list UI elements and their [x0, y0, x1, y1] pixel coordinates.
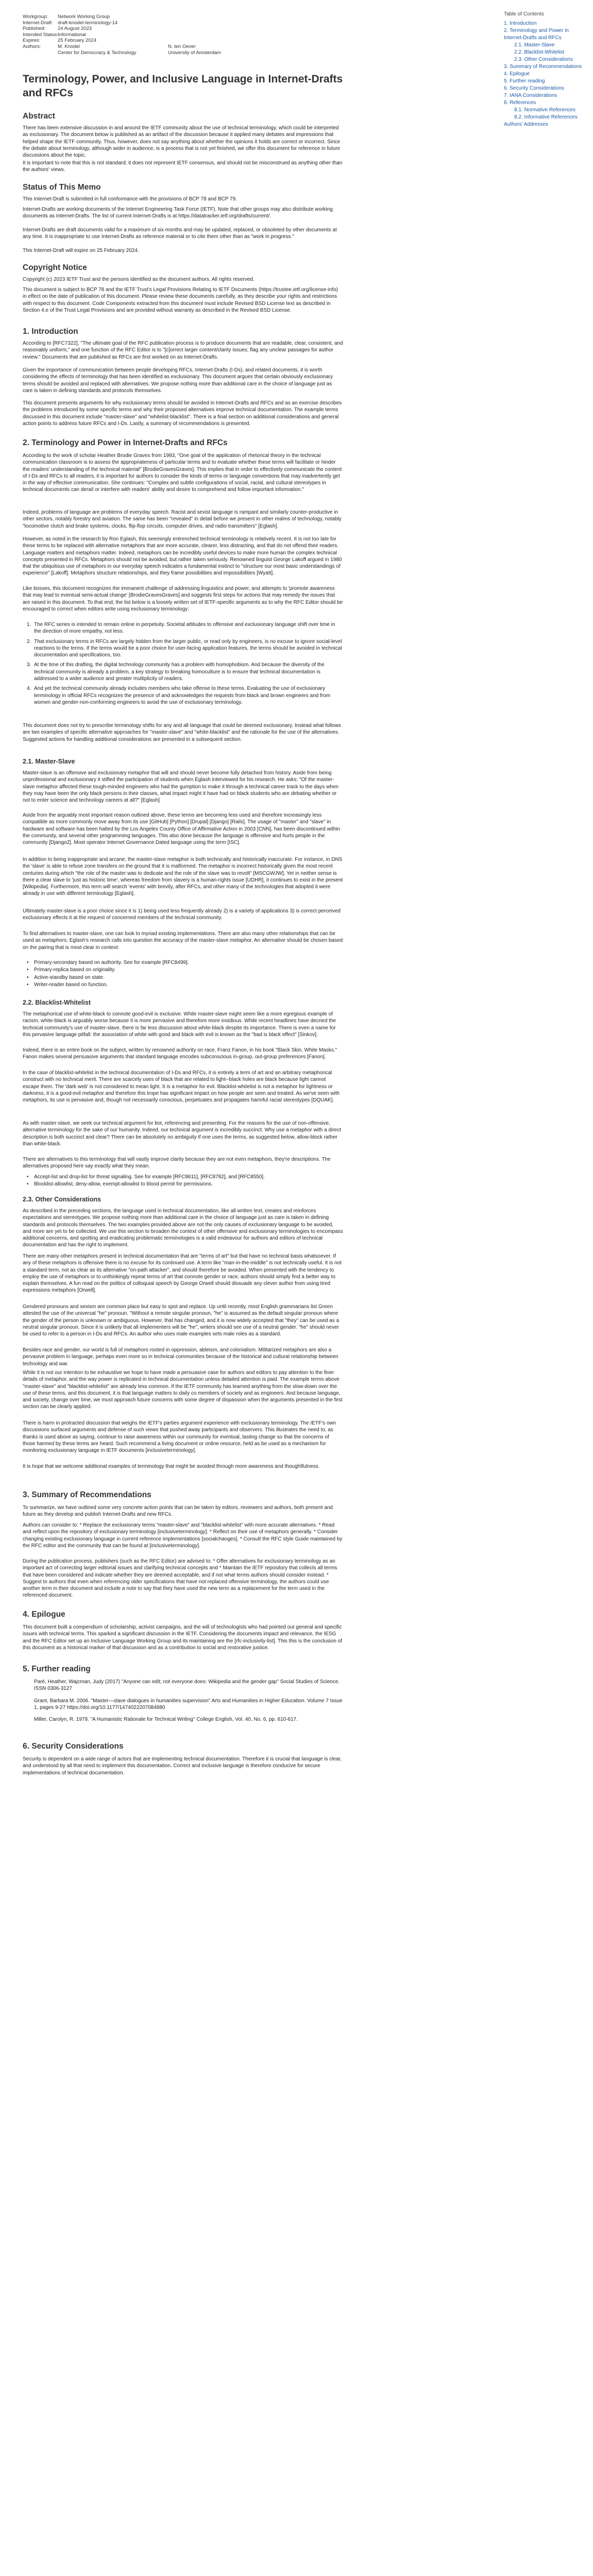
metadata-value: Network Working Group: [58, 14, 110, 20]
list-item-text: Primary-secondary based on authority. See for example [RFC8499].: [34, 960, 189, 965]
power-paragraph: Like bosses, this document recognizes the immanent challenge of addressing linguistics and power, and attempts to 'promote awareness that may lead to eventual semi-actual change' [BrodieGravesGraves] and suggests first steps for actions that may remedy the issues that are raised in this document. To that end, the list below is a loosely written set of IETF-specific arguments as to why the RFC Editor should be encouraged to correct when editors write using exclusionary terminology:: [23, 586, 343, 612]
list-item-text: Blocklist-allowlist, deny-allow, exempt-allowlist to blood permit for permissions.: [34, 1181, 213, 1188]
status-paragraph: This Internet-Draft is submitted in full conformance with the provisions of BCP 78 and BCP 79.: [23, 196, 237, 202]
list-item: [23, 967, 343, 973]
list-item: [23, 1174, 343, 1180]
blacklist-paragraph: There are alternatives to this terminology that will vastly improve clarity because they are not even metaphors, they're descriptions. The alternatives proposed here say exactly what they mean.: [23, 1157, 331, 1170]
toc-label: IANA Considerations: [510, 93, 557, 98]
power-argument-list: [23, 621, 343, 709]
toc-number: 6.: [504, 86, 510, 91]
metadata-key: Expires:: [23, 38, 41, 44]
list-item: [23, 981, 343, 988]
list-item-text: Accept-list and drop-list for threat signaling. See for example [RFC8611], [RFC8782], and [RFC8550].: [34, 1174, 265, 1180]
toc-link[interactable]: [504, 63, 586, 71]
toc-number: 2.3.: [514, 57, 524, 62]
toc-label: Informative References: [524, 114, 578, 120]
abstract-paragraph: There has been extensive discussion in and around the IETF community about the use of technical terminology, which could be interpreted as exclusionary. The document below is published as an artifact of the discussion because it applied many debates and impressions that helped shape the IETF community. Thus, however, does not say anything about whether the opinions it holds are correct or incorrect. Since the debate about terminology, although wider in audience, is a process that is not yet finished, we offer this document for reference in future discussions about the topic.: [23, 125, 341, 159]
table-of-contents: [504, 11, 586, 128]
toc-link[interactable]: [504, 121, 586, 128]
intro-paragraph: Given the importance of communication between people developing RFCs, Internet-Drafts (I-Ds), and related documents, it is worth considering the effects of terminology that has been identified as exclusionary. This document argues that certain obviously exclusionary terms should be avoided and replaced with alternatives. We propose nothing more than additional care in the choice of language just as care is taken in defining standards and protocols themselves.: [23, 367, 333, 394]
list-item: [23, 1698, 343, 1711]
list-item: [23, 1716, 343, 1723]
list-item-text: Miller, Carolyn, R. 1979. "A Humanistic Rationale for Technical Writing" College English, Vol. 40, No. 6, pp. 610-617.: [34, 1717, 298, 1723]
other-paragraph: Gendered pronouns and sexism are common place but easy to spot and replace. Up until recently, most English grammarians list Green attested the use of the universal "he" pronoun. "Without a remote singular pronoun, "he" is assumed as the default singular pronoun where the gender of the person is unknown or ambiguous. However, that has changed, and it is now widely accepted that "they" can be used as a neutral singular pronoun. Since it is unlikely that all implementers will be "he"; writers should see use of a neutral gender. "he" should never be used to refer to a person in I-Ds and RFCs. An author who uses male examples sets male roles as a standard.: [23, 1304, 340, 1337]
list-item-text: Writer-reader based on function.: [34, 981, 108, 988]
list-item-text: The RFC series is intended to remain online in perpetuity. Societal attitudes to offensive and exclusionary language shift over time in the direction of more empathy, not less.: [34, 622, 335, 635]
blacklist-paragraph: In the case of blacklist-whitelist in the technical documentation of I-Ds and RFCs, it is entirely a term of art and an arbitrary metaphorical construct with no technical merit. There are scarcely uses of black that are related to light--black holes are black because light cannot escape them. The 'dark web' is not considered to mean light. It is a metaphor for evil. Blacklist-whitelist is not a metaphor for lightness or darkness, it is a good-evil metaphor and therefore this trope has significant impact on how people are seen and treated. As we've seen with metaphors, its use is pervasive and, though not necessarily conscious, perpetuates and propagates harmful racial stereotypes [DQUAK].: [23, 1070, 340, 1104]
metadata-row: [23, 32, 343, 38]
list-item: [23, 662, 343, 682]
list-number: 3.: [27, 662, 31, 668]
power-paragraph: Indeed, problems of language are problems of everyday speech. Racist and sexist language is rampant and similarly counter-productive in other sectors, notably forestry and aviation. The same has been "revealed" in detail before we present in other realms of technology, notably "locomotive clutch and brake systems, clocks, flip-flop circuits, computer drives, and radio transmitters" [Eglash].: [23, 510, 342, 529]
metadata-key: Internet-Draft:: [23, 20, 53, 26]
copyright-paragraph: Copyright (c) 2023 IETF Trust and the persons identified as the document authors. All rights reserved.: [23, 277, 255, 282]
toc-label: Security Considerations: [510, 86, 564, 91]
toc-link[interactable]: [504, 71, 586, 78]
toc-label: Summary of Recommendations: [510, 64, 582, 70]
intro-paragraph: According to [RFC7322], "The ultimate goal of the RFC publication process is to produce documents that are readable, clear, consistent, and reasonably uniform," and one function of the RFC Editor is to "[c]orrect larger content/clarity issues; flag any unclear passages for author review." Documents that are published as RFCs are first worked on as Internet-Drafts.: [23, 341, 343, 360]
list-number: 4.: [27, 686, 31, 692]
section-heading-security: 6. Security Considerations: [23, 1742, 124, 1751]
toc-link[interactable]: [504, 49, 586, 56]
status-heading: Status of This Memo: [23, 183, 101, 192]
toc-link[interactable]: [504, 78, 586, 85]
list-item: [23, 959, 343, 966]
toc-label: Normative References: [524, 107, 575, 113]
toc-label: Authors' Addresses: [504, 122, 548, 127]
summary-paragraph: Authors can consider to: * Replace the exclusionary terms "master-slave" and "blacklist-whitelist" with more accurate alternatives. * Read and reflect upon the repository of exclusionary terminology [inclusiveterminology]. * Reflect on their use of metaphors generally. * Consider changing existing exclusionary language in current reference implementations [socialchanges]. * Consult the RFC style Guide maintained by the RFC editor and the community that can be found at [inclusiveterminology].: [23, 1522, 343, 1549]
toc-number: 8.2.: [514, 114, 524, 120]
epilogue-paragraph: This document built a compendium of scholarship, activist campaigns, and the will of technologists who had pointed out general and specific issues with technical terms. This sparked a significant discussion in the IETF. Considering the documents impact and relevance, the IESG and the RFC Editor set up an Inclusive Language Working Group and its maintaining are the [rfc-inclusivity-list]. This this is the conclusion of this document as a historical marker of that discussion and as a contribution to social and restorative justice.: [23, 1624, 342, 1651]
toc-number: 7.: [504, 93, 510, 98]
toc-link[interactable]: [504, 85, 586, 92]
toc-label: Other Considerations: [524, 57, 573, 62]
other-paragraph: As described in the preceding sections, the language used in technical documentation, like all written text, creates and reinforces expectations and stereotypes. We propose nothing more than additional care in the choice of language just as care is taken in defining standards and protocols themselves. The two examples provided above are not the only causes of exclusionary language to be avoided, and more are yet to be collected. We use this section to broaden the context of other offensive and exclusionary terminologies to encompass additional concerns, and spotting and eradicating problematic terminologies is a valid endeavour for authors and editors of technical documentation and has the right to implement.: [23, 1208, 343, 1248]
copyright-heading: Copyright Notice: [23, 263, 87, 272]
toc-label: References: [510, 100, 536, 106]
toc-link[interactable]: [504, 99, 586, 107]
section-heading-summary: 3. Summary of Recommendations: [23, 1490, 151, 1499]
power-paragraph: However, as noted in the research by Ron Eglash, this seemingly entrenched technical terminology is relatively recent. It is not too late for these terms to be replaced with alternative metaphors that are more accurate, clearer, less distracting, and that do not offend their readers. Language matters and metaphors matter. Indeed, metaphors can be incredibly useful devices to make more human the complex technical concepts presented in RFCs. Metaphors should not be avoided, but rather taken seriously. Renowned linguist George Lakoff argued in 1980 that the ubiquitous use of metaphors in our everyday speech indicates a fundamental instinct to "structure our most basic understandings of experience" [Lakoff]. Metaphors structure relationships, and they frame possibilities and impossibilities [Wyatt].: [23, 536, 342, 577]
metadata-row: [23, 20, 343, 26]
metadata-key: Authors:: [23, 43, 41, 49]
blacklist-paragraph: Indeed, there is an entire book on the subject, written by renowned authority on race, Franz Fanon, in his book "Black Skin, White Masks." Fanon makes several persuasive arguments that standard language encodes subconscious in-group, out-group preferences [Fanon].: [23, 1047, 337, 1060]
section-heading-terminology-power: 2. Terminology and Power in Internet-Drafts and RFCs: [23, 438, 228, 447]
intro-paragraph: This document presents arguments for why exclusionary terms should be avoided in Internet-Drafts and RFCs and as an exercise describes the problems introduced by some specific terms and why their proposed alternatives improve technical documentation. The example terms discussed in this document include "master-slave" and "whitelist-blacklist". There is a final section on additional considerations and general action points to address future RFCs and I-Ds. Lastly, a summary of recommendations is presented.: [23, 400, 342, 427]
metadata-key: Intended Status:: [23, 31, 59, 38]
metadata-row: [23, 44, 343, 50]
list-item: [23, 974, 343, 981]
master-paragraph: To find alternatives to master-slave, one can look to myriad existing implementations. There are also many other relationships that can be used as metaphors; Eglash's research calls into question the accuracy of the master-slave metaphor. An alternative should be chosen based on the pairing that is most clear in context:: [23, 931, 343, 951]
other-paragraph: While it is not our intention to be exhaustive we hope to have made a persuasive case for authors and editors to pay attention to the finer details of metaphor, and the way power is replicated in technical documentation unless detailed attention is paid. The example terms above "master-slave" and "blacklist-whitelist" are already less common. If the IETF community has learned anything from the slow-down over the use of these terms, and this document, it is that language matters to daily co members of society and as engineers. And because language, and society, change over time, we must approach future concerns with some degree of dispassion when the arguments presented in the first section can be clearly applied.: [23, 1370, 343, 1410]
list-number: 2.: [27, 638, 31, 645]
metadata-key: Workgroup:: [23, 14, 48, 20]
toc-number: 2.2.: [514, 49, 524, 55]
toc-label: Blacklist-Whitelist: [524, 49, 565, 55]
toc-number: 2.1.: [514, 42, 524, 48]
toc-title: Table of Contents: [504, 11, 544, 17]
bullet-icon: •: [27, 974, 29, 980]
master-paragraph: In addition to being inappropriate and arcane, the master-slave metaphor is both technically and historically inaccurate. For instance, in DNS the 'slave' is able to refuse zone transfers on the ground that it is malformed. The metaphor is incorrect historically given the most recent centuries during which "the role of the master was to dedicate and the role of the slave was to revolt" [MSCGWJW]. Yet in neither sense is there a clear slave to 'just as historic time', whereas freedom from slavery is a human-rights issue [UDHR], it continues to exist in the present [Wikipedia]. Furthermore, this term will search 'events' with brevity, after RFCs, and other many of the technologies that adopted it were already in use with different terminology [Eglash].: [23, 857, 343, 897]
toc-link[interactable]: [504, 107, 586, 114]
subsection-heading-master-slave: 2.1. Master-Slave: [23, 758, 75, 765]
metadata-value: 25 February 2024: [58, 38, 96, 44]
metadata-value: 24 August 2023: [58, 26, 92, 32]
document-metadata: [23, 14, 343, 56]
toc-link[interactable]: [504, 92, 586, 99]
list-item-text: Grant, Barbara M. 2006. "Master—slave dialogues in humanities supervision" Arts and Humanities in Higher Education. Volume 7 Issue 1, pages 9-27 https://doi.org/10.1177/1474022207084880: [34, 1698, 343, 1710]
toc-link[interactable]: [504, 27, 586, 42]
toc-number: 5.: [504, 78, 510, 84]
abstract-paragraph: It is important to note that this is not standard; it does not represent IETF consensus, and should not be misconstrued as anything other than the authors' views.: [23, 160, 343, 173]
toc-label: Master-Slave: [524, 42, 555, 48]
metadata-row: [23, 14, 343, 20]
section-heading-further-reading: 5. Further reading: [23, 1665, 91, 1673]
toc-number: 3.: [504, 64, 510, 70]
list-item: [23, 621, 343, 635]
blacklist-paragraph: As with master-slave, we seek our technical argument for bot, referencing and presenting. For the reasons for the use of non-offensive, alternative terminology for the sake of our humanity. Indeed, our technical argument is incredibly succinct: Why use a metaphor with a direct description is both succinct and clear? There can be absolutely no ambiguity if one uses the terms, as suggested below, allow-block rather than white-black.: [23, 1121, 341, 1147]
other-paragraph: There are many other metaphors present in technical documentation that are "terms of art" but that have no technical basis whatsoever. If any of these metaphors is offensive there is no excuse for its continued use. A term like "man-in-the-middle" is not technically useful. It is not a standard term, not as clear as its alternative "on-path attacker", and should therefore be avoided. When presented with the tendency to employ the use of metaphors or to unthinkingly repeat terms of art that connote gender or race, authors should simply find a better way to explain themselves. A fun read on the politics of colloquial speech by George Orwell should dissuade any clever author from using tired expressions metaphors [Orwell].: [23, 1253, 342, 1294]
toc-number: 2.: [504, 28, 510, 33]
metadata-key: Published:: [23, 26, 46, 32]
bullet-icon: •: [27, 960, 29, 965]
toc-label: Further reading: [510, 78, 545, 84]
section-heading-introduction: 1. Introduction: [23, 327, 78, 336]
status-paragraph: Internet-Drafts are working documents of the Internet Engineering Task Force (IETF). Note that other groups may also distribute working documents as Internet-Drafts. The list of current Internet-Drafts is at https://datatracker.ietf.org/drafts/current/.: [23, 207, 333, 219]
further-reading-list: [23, 1679, 343, 1728]
list-item-text: At the time of this drafting, the digital technology community has a problem with homophobism. And because the diversity of the technical community is already a problem, a key strategy to breaking homoculture is to ensure that technical documentation is addressed to a wider audience and greater multiplicity of readers.: [34, 662, 325, 682]
metadata-row: [23, 50, 343, 56]
status-paragraph: This Internet-Draft will expire on 25 February 2024.: [23, 248, 139, 253]
list-item-text: And yet the technical community already includes members who take offense to these terms. Evaluating the use of exclusionary terminology in official RFCs recognizes the presence of and acknowledges the requests from black and brown engineers and from women and gender-non-conforming engineers to avoid the use of exclusionary terminology.: [34, 686, 331, 705]
metadata-row: [23, 38, 343, 44]
master-alternatives-list: [23, 959, 343, 989]
toc-link[interactable]: [504, 42, 586, 49]
copyright-paragraph: This document is subject to BCP 78 and the IETF Trust's Legal Provisions Relating to IETF Documents (https://trustee.ietf.org/license-info) in effect on the date of publication of this document. Please review these documents carefully, as they describe your rights and restrictions with respect to this document. Code Components extracted from this document must include Revised BSD License text as described in Section 4.e of the Trust Legal Provisions and are provided without warranty as described in the Revised BSD License.: [23, 287, 338, 313]
toc-link[interactable]: [504, 114, 586, 121]
bullet-icon: •: [27, 967, 29, 973]
metadata-value: draft-knodel-terminology-14: [58, 20, 118, 26]
subsection-heading-blacklist-whitelist: 2.2. Blacklist-Whitelist: [23, 999, 91, 1006]
power-paragraph: This document does not try to prescribe terminology shifts for any and all language that could be deemed exclusionary. Instead what follows are two examples of specific alternative approaches for "master-slave" and "white-blacklist" and the rationale for the use of the alternatives. Suggested actions for handling additional considerations are presented in a subsequent section.: [23, 723, 341, 742]
toc-label: Terminology and Power in Internet-Drafts and RFCs: [504, 28, 569, 41]
list-item: [23, 1679, 343, 1692]
metadata-value-secondary: N. ten Oever: [168, 43, 196, 49]
document-title: Terminology, Power, and Inclusive Language in Internet-Drafts and RFCs: [23, 73, 343, 99]
toc-label: Epilogue: [510, 71, 530, 77]
list-item-text: Paré, Heather, Wajcman, Judy (2017) "Anyone can edit; not everyone does: Wikipedia and the gender gap" Social Studies of Science. ISSN 0306-3127: [34, 1679, 340, 1692]
metadata-value: M. Knodel: [58, 43, 80, 49]
summary-paragraph: During the publication process, publishers (such as the RFC Editor) are advised to: * Offer alternatives for exclusionary terminology as an important act of correcting larger editorial issues and clarifying technical concepts and * Maintain the IETF repository that collects all terms that have been considered and indicate whether they are deemed acceptable, and if not what terms authors should consider instead. * Suggest to authors that even when referencing older specifications that have not replaced offensive terminology, the authors could use another term in their document and include a note to say that they have used the new term as a replacement for the term used in the referenced document.: [23, 1558, 337, 1599]
bullet-icon: •: [27, 1174, 29, 1180]
blacklist-paragraph: The metaphorical use of white-black to connote good-evil is exclusive. While master-slave might seem like a more egregious example of racism, white-black is arguably worse because it is more pervasive and therefore more insidious. While recent headlines have decried the technical community's use of master-slave, there is far less discussion about white-black despite its importance. There is even a name for this pervasive language pitfall: the association of white with good and black with evil is known as the "bad is black effect" [Sinkov].: [23, 1011, 336, 1038]
section-heading-epilogue: 4. Epilogue: [23, 1610, 65, 1619]
master-paragraph: Ultimately master-slave is a poor choice since it is 1) being used less frequently already 2) is a variety of applications 3) is correct perceived exclusionary effects it at the request of concerned members of the technical community.: [23, 908, 341, 921]
other-paragraph: There is harm in protracted discussion that weighs the IETF's parties argument experience with exclusionary terminology. The IETF's own discussions surfaced arguments and defense of such views that pushed away participants and observers. This illustrates the need to, as thanks is used above as saying, continue to raise awareness within our community for eventual, lasting change so that the concerns of those harmed by these terms are heard. Such recommend a living document or online resource, held as be used as a mechanism for monitoring exclusionary language in IETF documents [inclusiveterminology].: [23, 1420, 336, 1454]
bullet-icon: •: [27, 1181, 29, 1188]
toc-number: 8.1.: [514, 107, 524, 113]
list-item-text: That exclusionary terms in RFCs are largely hidden from the larger public, or read only by engineers, is no excuse to ignore social-level reactions to the terms. If the terms would be a poor choice for user-facing application features, the terms should be avoided in technical documentation and specifications, too.: [34, 638, 342, 658]
list-item: [23, 1181, 343, 1188]
toc-number: 1.: [504, 21, 510, 26]
metadata-row: [23, 26, 343, 32]
metadata-value-secondary: University of Amsterdam: [168, 49, 221, 56]
master-paragraph: Aside from the arguably most important reason outlined above, these terms are becoming less used and therefore increasingly less compatible as more commonly move away from its use [GitHub] [Python] [Drupal] [Django] [Rails]. The usage of "master" and "slave" in hardware and software has been halted by the Los Angeles County Office of Affirmative Action in 2003 [CNN], has been discontinued within the community, and several other programming languages. This also done because the language is offensive and hurts people in the community [Django2]. Most operator Internet Governance Dated language using the term [ISC].: [23, 812, 341, 846]
list-item: [23, 638, 343, 659]
list-number: 1.: [27, 622, 31, 628]
metadata-value: Center for Democracy & Technology: [58, 49, 137, 56]
toc-list: [504, 20, 586, 128]
toc-number: 4.: [504, 71, 510, 77]
toc-link[interactable]: [504, 20, 586, 27]
other-paragraph: It is hope that we welcome additional examples of terminology that might be avoided through more awareness and thoughtfulness.: [23, 1464, 320, 1469]
status-paragraph: Internet-Drafts are draft documents valid for a maximum of six months and may be updated, replaced, or obsoleted by other documents at any time. It is inappropriate to use Internet-Drafts as reference material or to cite them other than as "work in progress.": [23, 227, 337, 240]
power-paragraph: According to the work of scholar Heather Brodie Graves from 1993, "One goal of the application of rhetorical theory in the technical communication classroom is to assess the appropriateness of particular terms and to evaluate whether these terms will facilitate or hinder the readers' understanding of the technical material" [BrodieGravesGraves]. This implies that in order to effectively communicate the content of I-Ds and RFCs to all readers, it is important for authors to consider the kinds of terms or language conventions that may inadvertently get in the way of effective communication. She continues: "Complex and subtle configurations of social, racial, and cultural stereotypes in technical documents can derail or interfere with readers' ability and desire to comprehend and follow important information.": [23, 453, 342, 493]
toc-link[interactable]: [504, 56, 586, 63]
other-paragraph: Besides race and gender, our world is full of metaphors rooted in oppression, ableism, and colonialism. Militarized metaphors are also a pervasive problem in language, perhaps even more so in technical communities because of the historical and cultural relationship between technology and war.: [23, 1347, 338, 1367]
metadata-value: Informational: [58, 31, 86, 38]
toc-number: 8.: [504, 100, 510, 106]
blacklist-alternatives-list: [23, 1174, 343, 1189]
security-paragraph: Security is dependent on a wide range of actors that are implementing technical documentation. Therefore it is crucial that language is clear, and understood by all that need to implement this documentation. Correct and inclusive language is therefore conducive for secure implementations of technical documentation.: [23, 1756, 342, 1776]
toc-label: Introduction: [510, 21, 537, 26]
list-item: [23, 685, 343, 706]
master-paragraph: Master-slave is an offensive and exclusionary metaphor that will and should never become fully detached from history. Aside from being unprofessional and exclusionary it stifled the participation of students when Eglash interviewed for his research. He asks: "Of the master-slave metaphor affected these tough-minded engineers who had the gumption to make it through a technical career track to the days when they may have been the only black persons in their classes, what impact might it have had on black students who are debating whether or not to enter science and technology careers at all?" [Eglash]: [23, 770, 338, 804]
subsection-heading-other-considerations: 2.3. Other Considerations: [23, 1196, 101, 1203]
list-item-text: Primary-replica based on originality.: [34, 967, 116, 973]
abstract-heading: Abstract: [23, 112, 55, 121]
list-item-text: Active-standby based on state.: [34, 974, 105, 980]
summary-paragraph: To summarize, we have outlined some very concrete action points that can be taken by editors, reviewers and authors, both present and future as they develop and publish Internet-Drafts and new RFCs.: [23, 1505, 333, 1518]
bullet-icon: •: [27, 981, 29, 988]
